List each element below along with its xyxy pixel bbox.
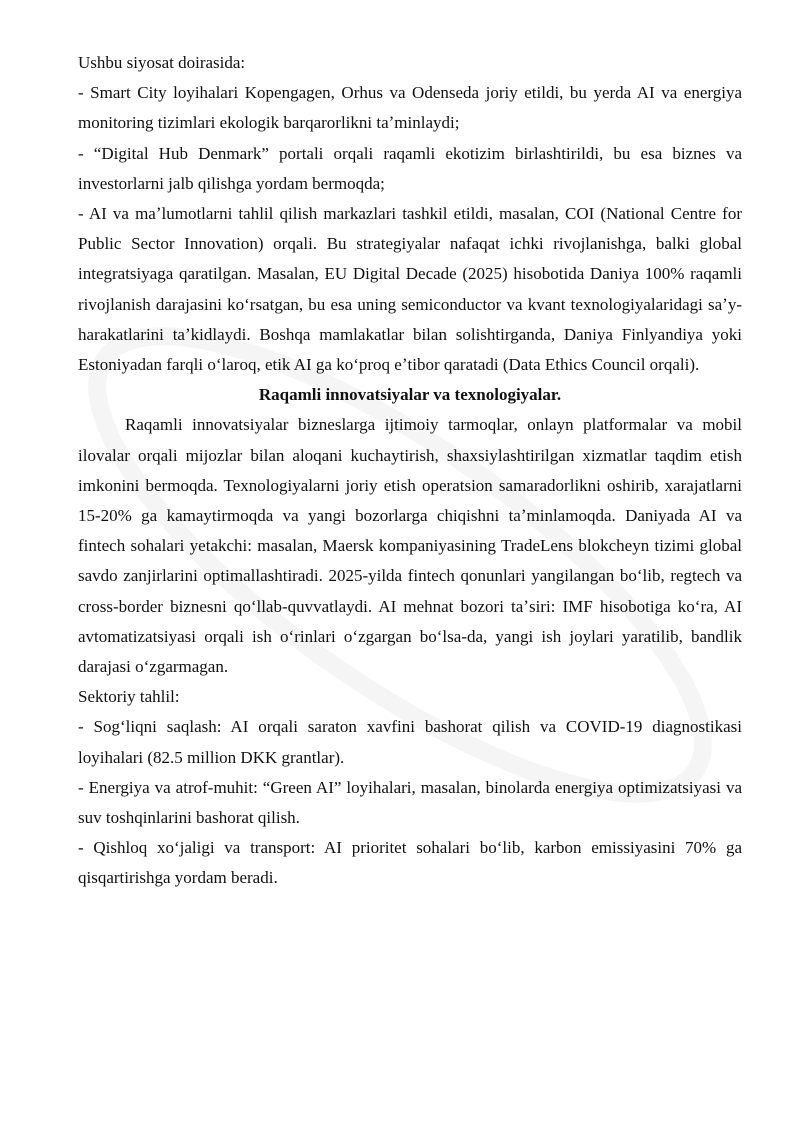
document-page <box>78 48 742 894</box>
bullet-agriculture: - Qishloq xoʻjaligi va transport: AI prioritet sohalari boʻlib, karbon emissiyasini 70% ga qisqartirishga yordam beradi. <box>78 838 742 888</box>
bullet-digital-hub: - “Digital Hub Denmark” portali orqali raqamli ekotizim birlashtirildi, bu esa biznes va investorlarni jalb qilishga yordam bermoqda; <box>78 143 742 193</box>
bullet-healthcare: - Sogʻliqni saqlash: AI orqali saraton xavfini bashorat qilish va COVID-19 diagnostikasi loyihalari (82.5 million DKK grantlar). <box>78 717 742 767</box>
bullet-ai-centres: - AI va maʼlumotlarni tahlil qilish markazlari tashkil etildi, masalan, COI (National Centre for Public Sector Innovation) orqali. Bu strategiyalar nafaqat ichki rivojlanishga, balki global integratsiyaga qaratilgan. Masalan, EU Digital Decade (2025) hisobotida Daniya 100% raqamli rivojlanish darajasini koʻrsatgan, bu esa uning semiconductor va kvant texnologiyalaridagi saʼy-harakatlarini taʼkidlaydi. Boshqa mamlakatlar bilan solishtirganda, Daniya Finlyandiya yoki Estoniyadan farqli oʻlaroq, etik AI ga koʻproq eʼtibor qaratadi (Data Ethics Council orqali). <box>78 204 742 375</box>
sector-analysis-label: Sektoriy tahlil: <box>78 687 180 707</box>
body-paragraph: Raqamli innovatsiyalar bizneslarga ijtimoiy tarmoqlar, onlayn platformalar va mobil ilovalar orqali mijozlar bilan aloqani kuchaytirish, shaxsiylashtirilgan xizmatlar taqdim etish imkonini bermoqda. Texnologiyalarni joriy etish operatsion samaradorlikni oshirib, xarajatlarni 15-20% ga kamaytirmoqda va yangi bozorlarga chiqishni taʼminlamoqda. Daniyada AI va fintech sohalari yetakchi: masalan, Maersk kompaniyasining TradeLens blokcheyn tizimi global savdo zanjirlarini optimallashtiradi. 2025-yilda fintech qonunlari yangilangan boʻlib, regtech va cross-border biznesni qoʻllab-quvvatlaydi. AI mehnat bozori taʼsiri: IMF hisobotiga koʻra, AI avtomatizatsiyasi orqali ish oʻrinlari oʻzgargan boʻlsa-da, yangi ish joylari yaratilib, bandlik darajasi oʻzgarmagan. <box>78 415 742 677</box>
intro-line: Ushbu siyosat doirasida: <box>78 53 246 72</box>
bullet-smart-city: - Smart City loyihalari Kopengagen, Orhus va Odenseda joriy etildi, bu yerda AI va energiya monitoring tizimlari ekologik barqarorlikni taʼminlaydi; <box>78 83 742 133</box>
bullet-energy: - Energiya va atrof-muhit: “Green AI” loyihalari, masalan, binolarda energiya optimizatsiyasi va suv toshqinlarini bashorat qilish. <box>78 777 742 828</box>
section-heading: Raqamli innovatsiyalar va texnologiyalar. <box>258 385 562 405</box>
